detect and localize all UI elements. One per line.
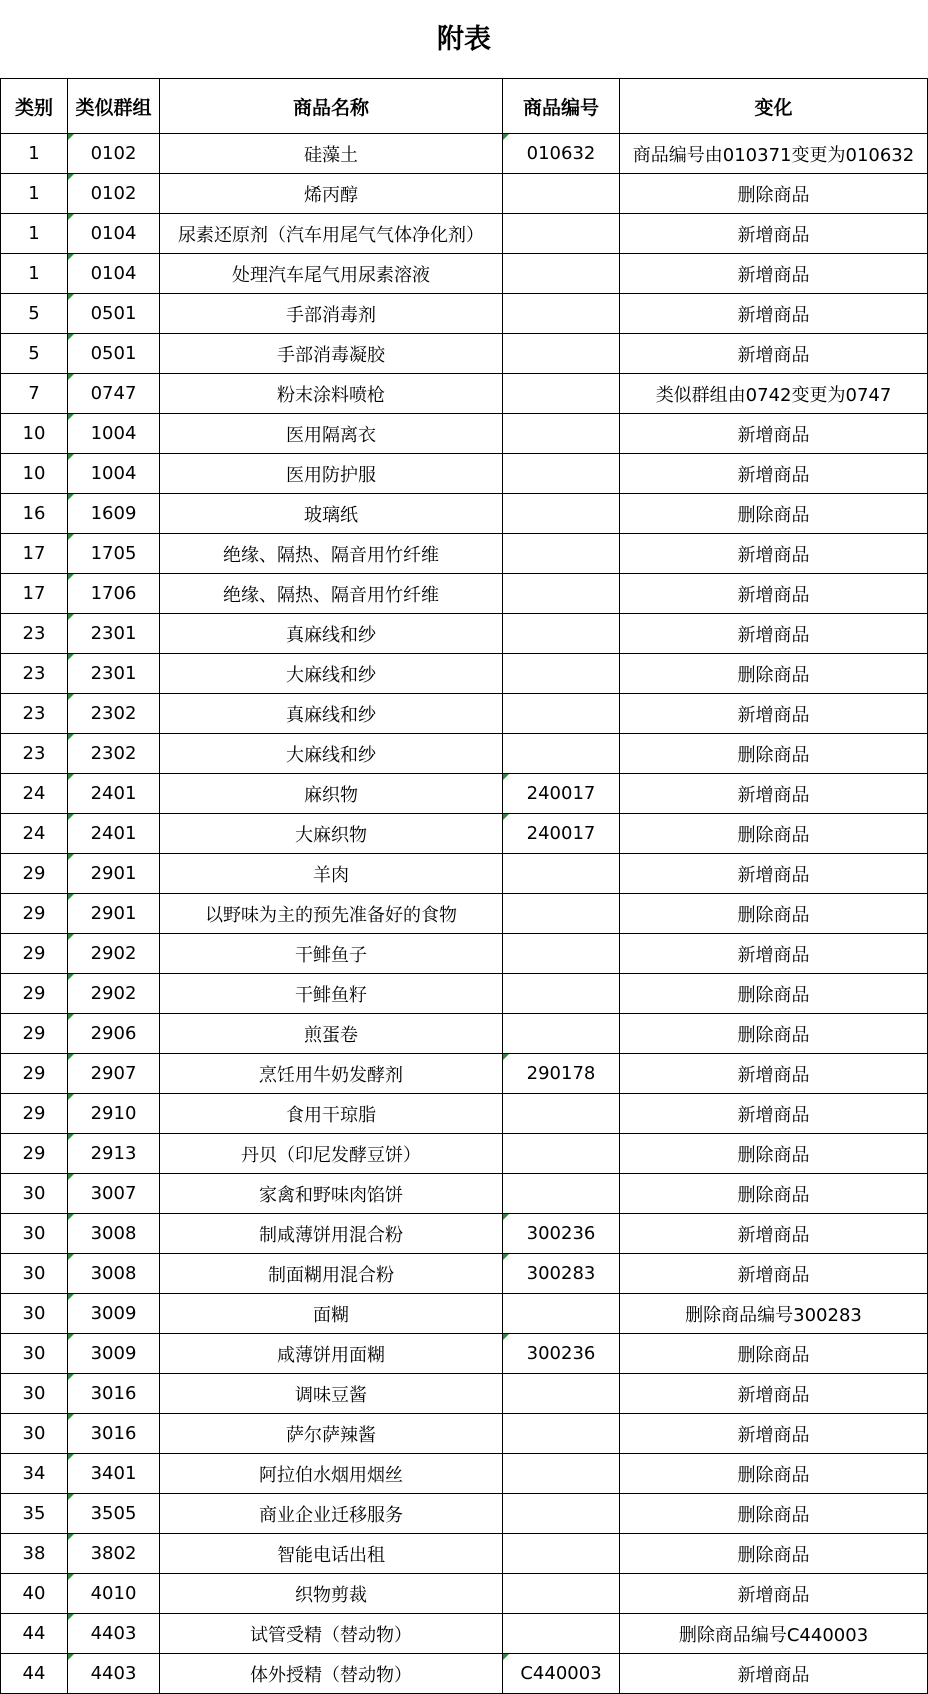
cell-similar-group: 2401 xyxy=(68,814,160,854)
cell-product-name: 智能电话出租 xyxy=(160,1534,503,1574)
table-row xyxy=(1,534,928,574)
table-row xyxy=(1,1494,928,1534)
cell-change: 新增商品 xyxy=(620,534,928,574)
cell-category: 29 xyxy=(1,1054,68,1094)
table-row xyxy=(1,334,928,374)
cell-change: 新增商品 xyxy=(620,294,928,334)
cell-change: 类似群组由0742变更为0747 xyxy=(620,374,928,414)
table-row xyxy=(1,854,928,894)
cell-product-code xyxy=(503,454,620,494)
cell-product-name: 商业企业迁移服务 xyxy=(160,1494,503,1534)
cell-change: 删除商品编号C440003 xyxy=(620,1614,928,1654)
cell-category: 5 xyxy=(1,334,68,374)
cell-product-code xyxy=(503,734,620,774)
cell-product-code xyxy=(503,374,620,414)
cell-product-code xyxy=(503,1494,620,1534)
cell-change: 删除商品 xyxy=(620,1014,928,1054)
cell-similar-group: 2302 xyxy=(68,734,160,774)
cell-category: 23 xyxy=(1,734,68,774)
cell-similar-group: 3008 xyxy=(68,1254,160,1294)
cell-product-code: 300283 xyxy=(503,1254,620,1294)
header-change: 变化 xyxy=(620,79,928,134)
cell-category: 34 xyxy=(1,1454,68,1494)
cell-product-code xyxy=(503,294,620,334)
cell-category: 1 xyxy=(1,254,68,294)
table-row xyxy=(1,574,928,614)
table-row xyxy=(1,414,928,454)
cell-product-code xyxy=(503,1414,620,1454)
cell-product-name: 干鲱鱼子 xyxy=(160,934,503,974)
table-row xyxy=(1,894,928,934)
cell-category: 30 xyxy=(1,1374,68,1414)
table-row xyxy=(1,1454,928,1494)
cell-similar-group: 4403 xyxy=(68,1614,160,1654)
cell-similar-group: 4010 xyxy=(68,1574,160,1614)
header-product-code: 商品编号 xyxy=(503,79,620,134)
cell-similar-group: 3016 xyxy=(68,1414,160,1454)
table-row xyxy=(1,1534,928,1574)
cell-similar-group: 2401 xyxy=(68,774,160,814)
cell-similar-group: 2901 xyxy=(68,854,160,894)
cell-product-name: 医用防护服 xyxy=(160,454,503,494)
cell-product-code xyxy=(503,1614,620,1654)
cell-change: 新增商品 xyxy=(620,614,928,654)
cell-change: 删除商品 xyxy=(620,974,928,1014)
table-row xyxy=(1,974,928,1014)
cell-category: 30 xyxy=(1,1214,68,1254)
table-row xyxy=(1,1054,928,1094)
cell-category: 30 xyxy=(1,1254,68,1294)
cell-change: 新增商品 xyxy=(620,694,928,734)
table-row xyxy=(1,494,928,534)
cell-product-name: 制面糊用混合粉 xyxy=(160,1254,503,1294)
cell-change: 删除商品 xyxy=(620,1494,928,1534)
cell-product-name: 制咸薄饼用混合粉 xyxy=(160,1214,503,1254)
cell-similar-group: 1705 xyxy=(68,534,160,574)
cell-category: 29 xyxy=(1,974,68,1014)
table-body xyxy=(1,134,928,1694)
cell-similar-group: 2910 xyxy=(68,1094,160,1134)
cell-category: 30 xyxy=(1,1294,68,1334)
cell-category: 38 xyxy=(1,1534,68,1574)
cell-product-name: 食用干琼脂 xyxy=(160,1094,503,1134)
cell-product-name: 真麻线和纱 xyxy=(160,694,503,734)
table-row xyxy=(1,1574,928,1614)
cell-product-name: 手部消毒凝胶 xyxy=(160,334,503,374)
table-row xyxy=(1,1014,928,1054)
cell-product-name: 阿拉伯水烟用烟丝 xyxy=(160,1454,503,1494)
cell-product-name: 体外授精（替动物） xyxy=(160,1654,503,1694)
table-row xyxy=(1,254,928,294)
cell-similar-group: 0747 xyxy=(68,374,160,414)
cell-product-code xyxy=(503,1094,620,1134)
cell-category: 24 xyxy=(1,814,68,854)
table-row xyxy=(1,1654,928,1694)
cell-product-code xyxy=(503,614,620,654)
cell-change: 新增商品 xyxy=(620,1574,928,1614)
cell-change: 删除商品 xyxy=(620,1134,928,1174)
cell-similar-group: 3007 xyxy=(68,1174,160,1214)
cell-product-name: 烯丙醇 xyxy=(160,174,503,214)
cell-product-name: 煎蛋卷 xyxy=(160,1014,503,1054)
table-row xyxy=(1,654,928,694)
cell-product-code xyxy=(503,894,620,934)
cell-similar-group: 1004 xyxy=(68,414,160,454)
cell-similar-group: 3016 xyxy=(68,1374,160,1414)
cell-similar-group: 2301 xyxy=(68,654,160,694)
table-row xyxy=(1,294,928,334)
cell-change: 新增商品 xyxy=(620,934,928,974)
cell-category: 44 xyxy=(1,1654,68,1694)
table-header-row xyxy=(1,79,928,134)
cell-similar-group: 0501 xyxy=(68,334,160,374)
table-row xyxy=(1,694,928,734)
cell-similar-group: 3505 xyxy=(68,1494,160,1534)
cell-product-name: 干鲱鱼籽 xyxy=(160,974,503,1014)
cell-product-name: 麻织物 xyxy=(160,774,503,814)
cell-change: 删除商品 xyxy=(620,894,928,934)
cell-similar-group: 0104 xyxy=(68,254,160,294)
cell-category: 7 xyxy=(1,374,68,414)
cell-category: 23 xyxy=(1,694,68,734)
cell-category: 29 xyxy=(1,894,68,934)
cell-product-name: 大麻线和纱 xyxy=(160,734,503,774)
cell-similar-group: 2301 xyxy=(68,614,160,654)
cell-change: 商品编号由010371变更为010632 xyxy=(620,134,928,174)
cell-similar-group: 2906 xyxy=(68,1014,160,1054)
cell-product-name: 粉末涂料喷枪 xyxy=(160,374,503,414)
cell-product-code xyxy=(503,574,620,614)
cell-product-code xyxy=(503,1014,620,1054)
table-row xyxy=(1,214,928,254)
table-row xyxy=(1,1374,928,1414)
cell-change: 删除商品 xyxy=(620,1454,928,1494)
cell-product-code xyxy=(503,414,620,454)
cell-product-name: 尿素还原剂（汽车用尾气气体净化剂） xyxy=(160,214,503,254)
header-product-name: 商品名称 xyxy=(160,79,503,134)
table-row xyxy=(1,174,928,214)
cell-similar-group: 0104 xyxy=(68,214,160,254)
cell-similar-group: 2907 xyxy=(68,1054,160,1094)
table-row xyxy=(1,774,928,814)
cell-product-code xyxy=(503,934,620,974)
cell-category: 1 xyxy=(1,174,68,214)
cell-category: 24 xyxy=(1,774,68,814)
cell-change: 新增商品 xyxy=(620,1094,928,1134)
cell-similar-group: 3802 xyxy=(68,1534,160,1574)
cell-category: 29 xyxy=(1,1134,68,1174)
cell-similar-group: 3401 xyxy=(68,1454,160,1494)
cell-product-code xyxy=(503,1174,620,1214)
table-row xyxy=(1,1174,928,1214)
cell-change: 删除商品 xyxy=(620,814,928,854)
cell-product-name: 试管受精（替动物） xyxy=(160,1614,503,1654)
cell-change: 删除商品 xyxy=(620,494,928,534)
cell-change: 新增商品 xyxy=(620,214,928,254)
table-row xyxy=(1,1214,928,1254)
cell-product-name: 大麻织物 xyxy=(160,814,503,854)
table-row xyxy=(1,1254,928,1294)
cell-similar-group: 1706 xyxy=(68,574,160,614)
cell-product-name: 玻璃纸 xyxy=(160,494,503,534)
cell-change: 新增商品 xyxy=(620,334,928,374)
cell-category: 1 xyxy=(1,214,68,254)
table-row xyxy=(1,1614,928,1654)
table-row xyxy=(1,614,928,654)
table-row xyxy=(1,454,928,494)
cell-product-code xyxy=(503,1534,620,1574)
table-row xyxy=(1,1094,928,1134)
cell-category: 29 xyxy=(1,934,68,974)
cell-product-name: 以野味为主的预先准备好的食物 xyxy=(160,894,503,934)
cell-product-name: 大麻线和纱 xyxy=(160,654,503,694)
cell-product-code xyxy=(503,494,620,534)
cell-category: 40 xyxy=(1,1574,68,1614)
cell-product-code xyxy=(503,174,620,214)
page-title: 附表 xyxy=(437,24,491,55)
cell-product-code xyxy=(503,254,620,294)
cell-change: 新增商品 xyxy=(620,1214,928,1254)
cell-category: 23 xyxy=(1,614,68,654)
header-similar-group: 类似群组 xyxy=(68,79,160,134)
cell-category: 17 xyxy=(1,534,68,574)
cell-product-name: 调味豆酱 xyxy=(160,1374,503,1414)
cell-similar-group: 1609 xyxy=(68,494,160,534)
cell-change: 新增商品 xyxy=(620,1054,928,1094)
cell-similar-group: 3009 xyxy=(68,1334,160,1374)
table-row xyxy=(1,1414,928,1454)
cell-change: 新增商品 xyxy=(620,414,928,454)
cell-product-code xyxy=(503,1294,620,1334)
cell-similar-group: 0102 xyxy=(68,134,160,174)
cell-product-name: 丹贝（印尼发酵豆饼） xyxy=(160,1134,503,1174)
cell-product-code: 300236 xyxy=(503,1334,620,1374)
table-row xyxy=(1,734,928,774)
cell-change: 删除商品 xyxy=(620,734,928,774)
cell-change: 删除商品 xyxy=(620,1534,928,1574)
cell-change: 新增商品 xyxy=(620,454,928,494)
cell-change: 新增商品 xyxy=(620,1374,928,1414)
cell-product-name: 萨尔萨辣酱 xyxy=(160,1414,503,1454)
table-row xyxy=(1,1134,928,1174)
cell-similar-group: 1004 xyxy=(68,454,160,494)
cell-product-code xyxy=(503,1134,620,1174)
cell-product-code xyxy=(503,534,620,574)
cell-product-code: 240017 xyxy=(503,814,620,854)
cell-product-code xyxy=(503,654,620,694)
cell-product-code: 240017 xyxy=(503,774,620,814)
cell-change: 新增商品 xyxy=(620,1254,928,1294)
cell-product-code: 290178 xyxy=(503,1054,620,1094)
cell-change: 新增商品 xyxy=(620,1414,928,1454)
cell-similar-group: 0102 xyxy=(68,174,160,214)
cell-product-code xyxy=(503,1574,620,1614)
cell-product-code xyxy=(503,1454,620,1494)
cell-category: 23 xyxy=(1,654,68,694)
cell-product-name: 咸薄饼用面糊 xyxy=(160,1334,503,1374)
cell-product-code: 010632 xyxy=(503,134,620,174)
cell-product-name: 羊肉 xyxy=(160,854,503,894)
cell-change: 删除商品编号300283 xyxy=(620,1294,928,1334)
cell-category: 1 xyxy=(1,134,68,174)
cell-similar-group: 3008 xyxy=(68,1214,160,1254)
cell-category: 16 xyxy=(1,494,68,534)
cell-product-code: 300236 xyxy=(503,1214,620,1254)
cell-category: 30 xyxy=(1,1174,68,1214)
cell-category: 10 xyxy=(1,454,68,494)
cell-product-code xyxy=(503,854,620,894)
cell-product-name: 真麻线和纱 xyxy=(160,614,503,654)
cell-category: 29 xyxy=(1,1094,68,1134)
cell-change: 删除商品 xyxy=(620,174,928,214)
cell-category: 30 xyxy=(1,1334,68,1374)
cell-product-code xyxy=(503,334,620,374)
table-row xyxy=(1,134,928,174)
cell-similar-group: 2902 xyxy=(68,974,160,1014)
cell-category: 35 xyxy=(1,1494,68,1534)
cell-category: 29 xyxy=(1,1014,68,1054)
cell-change: 删除商品 xyxy=(620,654,928,694)
cell-similar-group: 3009 xyxy=(68,1294,160,1334)
cell-product-code xyxy=(503,1374,620,1414)
table-row xyxy=(1,374,928,414)
cell-product-code: C440003 xyxy=(503,1654,620,1694)
cell-product-name: 家禽和野味肉馅饼 xyxy=(160,1174,503,1214)
cell-product-name: 硅藻土 xyxy=(160,134,503,174)
cell-product-code xyxy=(503,694,620,734)
table-row xyxy=(1,1334,928,1374)
cell-change: 新增商品 xyxy=(620,254,928,294)
cell-product-name: 绝缘、隔热、隔音用竹纤维 xyxy=(160,534,503,574)
cell-similar-group: 2913 xyxy=(68,1134,160,1174)
cell-product-name: 医用隔离衣 xyxy=(160,414,503,454)
cell-category: 30 xyxy=(1,1414,68,1454)
cell-similar-group: 2302 xyxy=(68,694,160,734)
cell-similar-group: 0501 xyxy=(68,294,160,334)
cell-product-name: 绝缘、隔热、隔音用竹纤维 xyxy=(160,574,503,614)
cell-product-name: 烹饪用牛奶发酵剂 xyxy=(160,1054,503,1094)
cell-change: 新增商品 xyxy=(620,774,928,814)
cell-change: 删除商品 xyxy=(620,1174,928,1214)
cell-change: 新增商品 xyxy=(620,1654,928,1694)
cell-product-name: 手部消毒剂 xyxy=(160,294,503,334)
cell-product-code xyxy=(503,974,620,1014)
table-row xyxy=(1,1294,928,1334)
cell-change: 新增商品 xyxy=(620,854,928,894)
cell-change: 新增商品 xyxy=(620,574,928,614)
cell-product-name: 处理汽车尾气用尿素溶液 xyxy=(160,254,503,294)
cell-category: 29 xyxy=(1,854,68,894)
cell-category: 44 xyxy=(1,1614,68,1654)
table-row xyxy=(1,814,928,854)
header-category: 类别 xyxy=(1,79,68,134)
table-row xyxy=(1,934,928,974)
cell-category: 5 xyxy=(1,294,68,334)
cell-product-name: 织物剪裁 xyxy=(160,1574,503,1614)
cell-similar-group: 2902 xyxy=(68,934,160,974)
cell-category: 17 xyxy=(1,574,68,614)
cell-category: 10 xyxy=(1,414,68,454)
change-table xyxy=(0,78,928,1694)
cell-product-code xyxy=(503,214,620,254)
cell-similar-group: 2901 xyxy=(68,894,160,934)
cell-similar-group: 4403 xyxy=(68,1654,160,1694)
cell-change: 删除商品 xyxy=(620,1334,928,1374)
cell-product-name: 面糊 xyxy=(160,1294,503,1334)
